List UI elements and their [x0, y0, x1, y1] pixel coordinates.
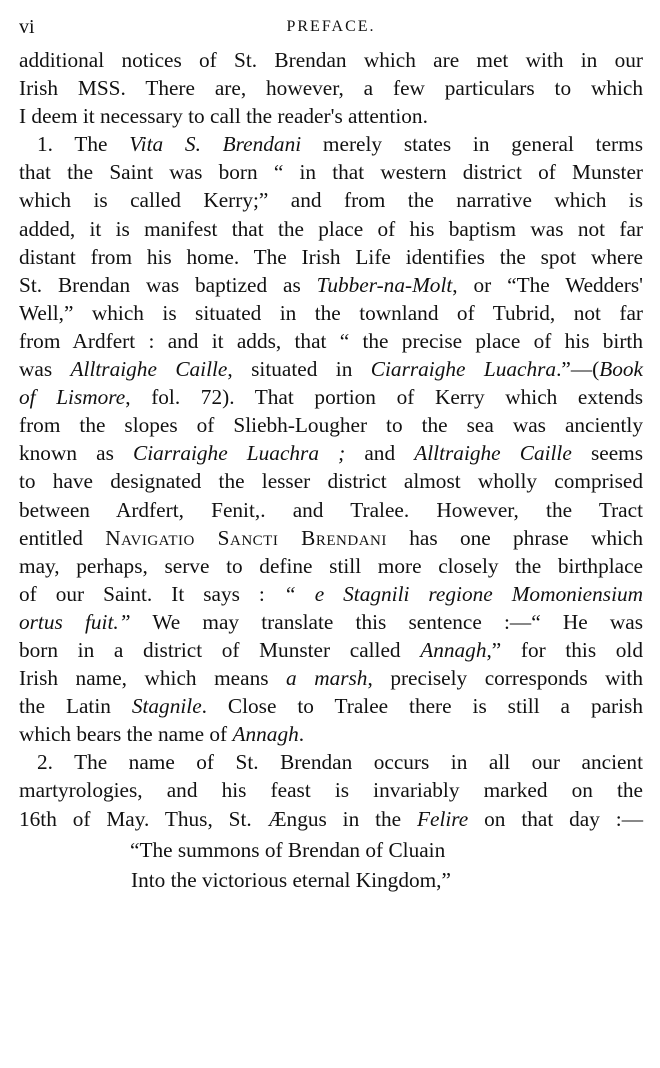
text-line: that the Saint was born “ in that western district of Munster [19, 160, 643, 185]
text-line: ortus fuit.” We may translate this sentence :—“ He was [19, 609, 643, 634]
text-line: of our Saint. It says : “ e Stagnili regione Momoniensium [19, 581, 644, 606]
verse-line: “The summons of Brendan of Cluain [130, 837, 446, 862]
text-line: Irish name, which means a marsh, precisely corresponds with [19, 666, 644, 691]
text-line: entitled Navigatio Sancti Brendani has one phrase which [19, 525, 643, 550]
verse-line: Into the victorious eternal Kingdom,” [131, 867, 451, 892]
text-line: to have designated the lesser district almost wholly comprised [19, 469, 643, 494]
text-line: may, perhaps, serve to define still more closely the birthplace [19, 553, 643, 578]
text-line: known as Ciarraighe Luachra ; and Alltraighe Caille seems [19, 441, 643, 466]
text-line: martyrologies, and his feast is invariably marked on the [19, 778, 643, 803]
text-line: between Ardfert, Fenit,. and Tralee. However, the Tract [19, 497, 643, 522]
text-line: St. Brendan was baptized as Tubber-na-Molt, or “The Wedders' [19, 272, 644, 297]
text-line: 16th of May. Thus, St. Ængus in the Felire on that day :— [19, 806, 643, 831]
text-line: 2. The name of St. Brendan occurs in all our ancient [37, 750, 643, 775]
running-title: PREFACE. [286, 18, 376, 35]
book-page [19, 12, 643, 895]
text-line: added, it is manifest that the place of his baptism was not far [19, 216, 643, 241]
text-line: of Lismore, fol. 72). That portion of Kerry which extends [19, 385, 643, 410]
italic-title: Vita S. Brendani [129, 132, 302, 157]
paragraph-birthplace [19, 130, 643, 748]
small-caps-title: Navigatio Sancti Brendani [105, 525, 387, 550]
paragraph-feast [19, 748, 643, 832]
text-line: which bears the name of Annagh. [19, 722, 305, 747]
text-line: Well,” which is situated in the townland of Tubrid, not far [19, 300, 643, 325]
text-line: from Ardfert : and it adds, that “ the precise place of his birth [19, 328, 643, 353]
text-line: the Latin Stagnile. Close to Tralee there is still a parish [19, 694, 643, 719]
text-line: which is called Kerry;” and from the narrative which is [19, 188, 643, 213]
text-line: from the slopes of Sliebh-Lougher to the sea was anciently [19, 413, 643, 438]
page-number: vi [19, 16, 35, 38]
text-line: additional notices of St. Brendan which are met with in our [19, 48, 643, 72]
body-text [19, 46, 643, 895]
text-line: born in a district of Munster called Annagh,” for this old [19, 637, 643, 662]
text-line: was Alltraighe Caille, situated in Ciarraighe Luachra.”—(Book [19, 357, 643, 382]
paragraph-continuation [19, 46, 643, 130]
text-line: distant from his home. The Irish Life identifies the spot where [19, 244, 643, 269]
text-line: Irish MSS. There are, however, a few particulars to which [19, 76, 643, 101]
page-header [19, 12, 643, 46]
verse-quotation [19, 835, 643, 895]
text-line: 1. The Vita S. Brendani merely states in general terms [37, 132, 643, 157]
text-line: I deem it necessary to call the reader's attention. [19, 104, 428, 129]
